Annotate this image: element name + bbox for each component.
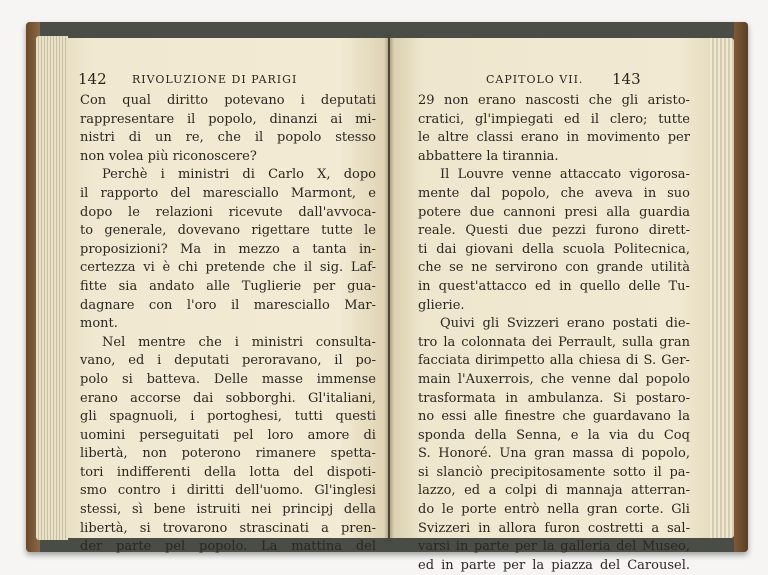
- left-page: [66, 38, 388, 555]
- left-running-head: RIVOLUZIONE DI PARIGI: [132, 73, 298, 86]
- text-line: le altre classi erano in movimento per: [418, 130, 690, 146]
- text-line: glierie.: [418, 297, 465, 313]
- text-line: varsi in parte per la galleria del Museo,: [418, 539, 690, 555]
- text-line: in quest'attacco ed in quello delle Tu-: [418, 278, 690, 294]
- text-line: Il Louvre venne attaccato vigorosa-: [440, 167, 690, 183]
- text-line: potere due cannoni presi alla guardia: [418, 204, 690, 220]
- text-line: sponda della Senna, e la via du Coq: [418, 427, 690, 443]
- right-page-text: [418, 92, 690, 575]
- text-line: dagnare con l'oro il maresciallo Mar-: [80, 297, 376, 313]
- text-line: nistri di un re, che il popolo stesso: [80, 130, 376, 146]
- text-line: mente dal popolo, che aveva in suo: [418, 185, 690, 201]
- text-line: mont.: [80, 316, 118, 332]
- text-line: il rapporto del maresciallo Marmont, e: [80, 185, 376, 201]
- text-line: polo si batteva. Delle masse immense: [80, 371, 376, 387]
- text-line: vano, ed i deputati peroravano, il po-: [80, 353, 376, 369]
- text-line: certezza vi è chi pretende che il sig. Laf-: [80, 260, 376, 276]
- text-line: rappresentare il popolo, dinanzi ai mi-: [80, 111, 376, 127]
- text-line: proposizioni? Ma in mezzo a tanta in-: [80, 241, 376, 257]
- right-running-head: CAPITOLO VII.: [486, 73, 584, 86]
- text-line: abbattere la tirannia.: [418, 148, 559, 164]
- text-line: ti dai giovani della scuola Politecnica,: [418, 241, 690, 257]
- text-line: reale. Questi due pezzi furono dirett-: [418, 223, 690, 239]
- text-line: si slanciò precipitosamente sotto il pa-: [418, 464, 690, 480]
- text-line: libertà, non poterono rimanere spetta-: [80, 446, 376, 462]
- text-line: erano accorse dai sobborghi. Gl'italiani,: [80, 390, 376, 406]
- text-line: Svizzeri in allora furon costretti a sal-: [418, 520, 690, 536]
- book-gutter: [384, 34, 394, 542]
- text-line: Perchè i ministri di Carlo X, dopo: [102, 167, 376, 183]
- text-line: ed in parte per la piazza del Carousel.: [418, 557, 690, 573]
- text-line: dopo le relazioni ricevute dall'avvoca-: [80, 204, 376, 220]
- text-line: do le porte entrò nella gran corte. Gli: [418, 502, 690, 518]
- text-line: tori indifferenti della lotta del dispoti-: [80, 464, 376, 480]
- page-edges-left: [36, 36, 68, 540]
- text-line: facciata dirimpetto alla chiesa di S. Ger-: [418, 353, 690, 369]
- text-line: 29 non erano nascosti che gli aristo-: [418, 93, 690, 108]
- text-line: Con qual diritto potevano i deputati: [80, 93, 376, 108]
- spine-leather-right: [734, 22, 748, 552]
- text-line: uomini perseguitati pel loro amore di: [80, 427, 376, 443]
- text-line: trasformata in ambulanza. Si postaro-: [418, 390, 690, 406]
- text-line: cratici, gl'impiegati ed il clero; tutte: [418, 111, 690, 127]
- text-line: gli spagnuoli, i portoghesi, tutti questi: [80, 409, 376, 425]
- text-line: no essi alle finestre che guardavano la: [418, 409, 690, 425]
- text-line: smo contro i diritti dell'uomo. Gl'inglesi: [80, 483, 376, 499]
- text-line: che se ne servirono con grande utilità: [418, 260, 690, 276]
- text-line: non volea più riconoscere?: [80, 148, 257, 164]
- text-line: fitte sia andato alle Tuglierie per gua-: [80, 278, 376, 294]
- text-line: libertà, si trovarono strascinati a pren-: [80, 520, 376, 536]
- text-line: main l'Auxerrois, che venne dal popolo: [418, 371, 690, 387]
- text-line: der parte pel popolo. La mattina del: [80, 539, 376, 555]
- left-page-text: [80, 92, 376, 557]
- left-page-number: 142: [78, 70, 107, 88]
- text-line: to generale, dovevano rigettare tutte le: [80, 223, 376, 239]
- text-line: Nel mentre che i ministri consulta-: [102, 334, 376, 350]
- page-edges-right: [708, 38, 734, 538]
- text-line: S. Honoré. Una gran massa di popolo,: [418, 446, 690, 462]
- text-line: stessi, sì bene istruiti nei principj della: [80, 502, 376, 518]
- right-page: [390, 38, 710, 573]
- right-page-number: 143: [612, 70, 641, 88]
- text-line: lazzo, ed a colpi di mannaja atterran-: [418, 483, 690, 499]
- text-line: Quivi gli Svizzeri erano postati die-: [440, 316, 690, 332]
- text-line: tro la colonnata dei Perrault, sulla gran: [418, 334, 690, 350]
